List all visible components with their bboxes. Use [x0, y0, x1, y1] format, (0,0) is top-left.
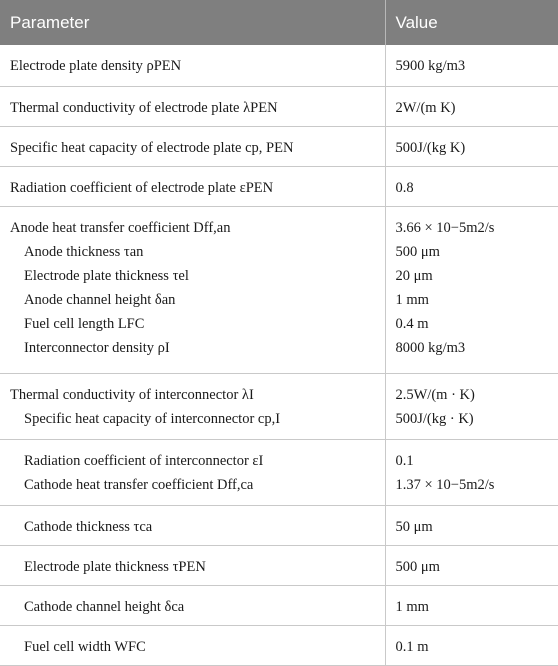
- parameter-text: Cathode thickness τca: [24, 518, 153, 535]
- parameter-text: Interconnector density ρI: [24, 339, 170, 356]
- value-text: 0.1 m: [395, 638, 429, 655]
- parameter-cell: [0, 166, 385, 206]
- parameter-text: Fuel cell length LFC: [24, 315, 145, 332]
- value-cell: [385, 545, 558, 585]
- parameter-text: Specific heat capacity of interconnector cp,I: [24, 410, 281, 427]
- value-text: 3.66 × 10−5m2/s: [395, 219, 495, 236]
- table-row: [0, 585, 558, 625]
- value-text: 5900 kg/m3: [395, 58, 466, 74]
- value-cell: [385, 585, 558, 625]
- parameter-text: Radiation coefficient of electrode plate εPEN: [10, 179, 274, 196]
- value-cell: [385, 439, 558, 505]
- parameter-text: Electrode plate thickness τPEN: [24, 558, 206, 575]
- value-text: 0.8: [395, 179, 414, 196]
- value-cell: [385, 206, 558, 373]
- value-text: 500J/(kg · K): [395, 410, 474, 427]
- value-text: 500J/(kg K): [395, 139, 466, 156]
- value-cell: [385, 126, 558, 166]
- value-cell: [385, 505, 558, 545]
- parameter-text: Anode heat transfer coefficient Dff,an: [10, 219, 231, 236]
- parameter-text: Thermal conductivity of interconnector λI: [10, 386, 254, 403]
- parameter-cell: [0, 45, 385, 86]
- value-text: 1 mm: [395, 291, 429, 308]
- table-row: [0, 545, 558, 585]
- parameter-cell: [0, 625, 385, 665]
- table-row: [0, 45, 558, 86]
- table-row: [0, 86, 558, 126]
- parameter-column-header: Parameter: [0, 0, 385, 45]
- table-row: [0, 439, 558, 505]
- value-text: 2W/(m K): [395, 99, 456, 116]
- parameter-cell: [0, 439, 385, 505]
- parameter-cell: [0, 585, 385, 625]
- value-text: 2.5W/(m · K): [395, 386, 475, 403]
- value-text: 1 mm: [395, 598, 429, 615]
- value-text: 1.37 × 10−5m2/s: [395, 476, 495, 493]
- parameter-text: Radiation coefficient of interconnector εI: [24, 452, 264, 469]
- parameter-text: Anode channel height δan: [24, 291, 176, 308]
- parameter-cell: [0, 373, 385, 439]
- table-row: [0, 126, 558, 166]
- parameter-cell: [0, 86, 385, 126]
- value-text: 0.1: [395, 452, 414, 469]
- value-text: 500 μm: [395, 558, 440, 575]
- value-text: 500 μm: [395, 243, 440, 260]
- parameter-text: Anode thickness τan: [24, 243, 144, 260]
- table-row: [0, 166, 558, 206]
- value-cell: [385, 373, 558, 439]
- value-cell: [385, 86, 558, 126]
- value-cell: [385, 166, 558, 206]
- table-row: [0, 206, 558, 373]
- value-column-header: Value: [385, 0, 558, 45]
- parameter-cell: [0, 206, 385, 373]
- value-cell: [385, 45, 558, 86]
- parameter-text: Specific heat capacity of electrode plate cp, PEN: [10, 139, 294, 156]
- value-cell: [385, 625, 558, 665]
- parameter-cell: [0, 545, 385, 585]
- table-row: [0, 373, 558, 439]
- parameter-text: Electrode plate thickness τel: [24, 267, 189, 284]
- value-text: 0.4 m: [395, 315, 429, 332]
- parameter-text: Cathode channel height δca: [24, 598, 185, 615]
- parameter-cell: [0, 505, 385, 545]
- value-text: 50 μm: [395, 518, 433, 535]
- table-row: [0, 505, 558, 545]
- table-row: [0, 625, 558, 665]
- parameter-text: Cathode heat transfer coefficient Dff,ca: [24, 476, 254, 493]
- value-text: 20 μm: [395, 267, 433, 284]
- parameter-text: Electrode plate density ρPEN: [10, 58, 182, 74]
- header-row: [0, 0, 558, 45]
- parameter-text: Thermal conductivity of electrode plate λPEN: [10, 99, 278, 116]
- parameter-cell: [0, 126, 385, 166]
- parameter-text: Fuel cell width WFC: [24, 638, 146, 655]
- value-text: 8000 kg/m3: [395, 339, 466, 356]
